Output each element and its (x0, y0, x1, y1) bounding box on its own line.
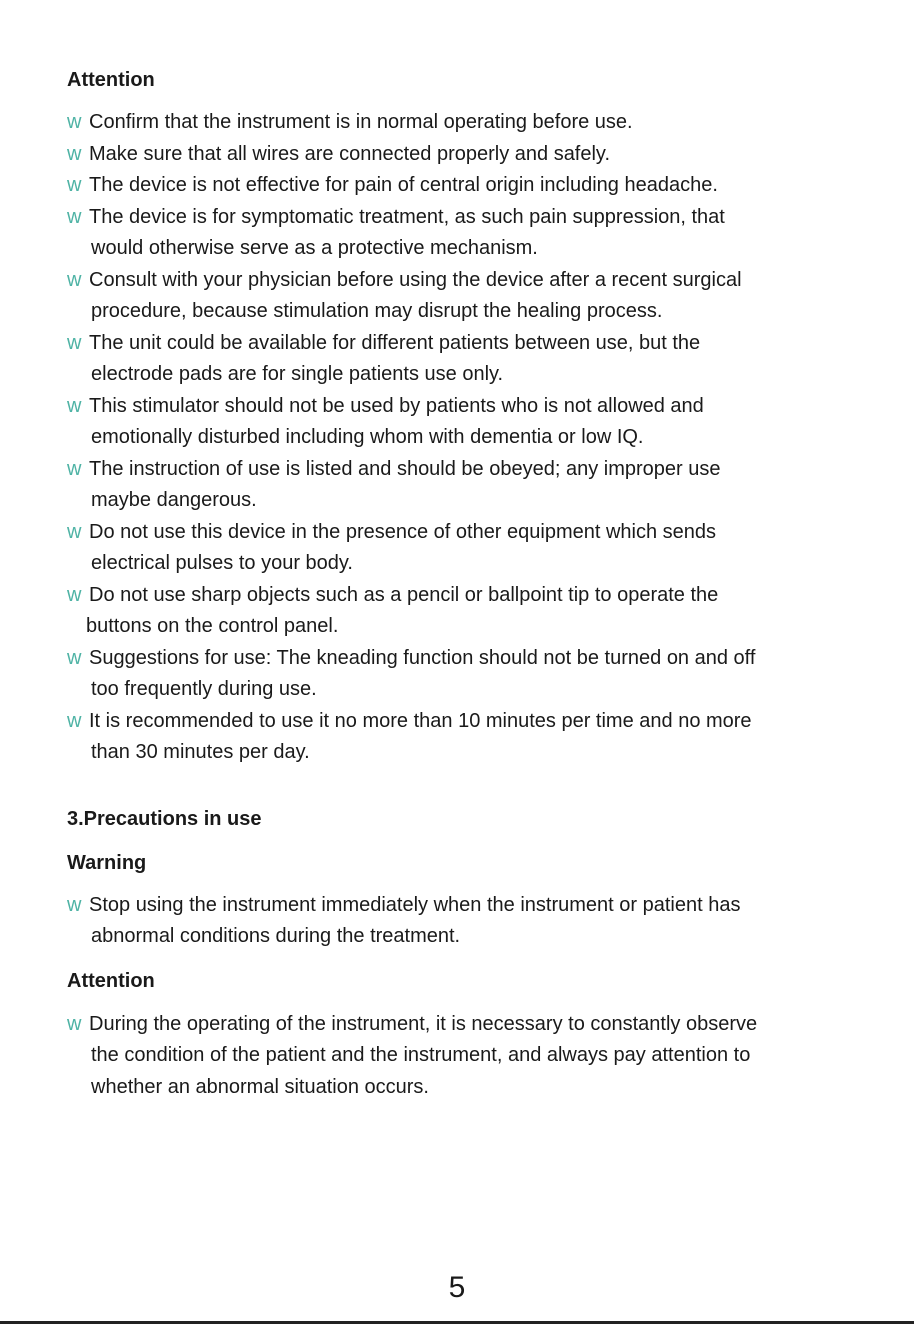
bullet-marker: w (67, 205, 82, 228)
attention-text-line: This stimulator should not be used by patients who is not allowed and (89, 394, 704, 417)
bullet-marker: w (67, 1012, 82, 1035)
attention-text-line: procedure, because stimulation may disrupt the healing process. (91, 300, 663, 322)
attention-text-line: buttons on the control panel. (86, 615, 339, 637)
section-title: 3.Precautions in use (67, 807, 262, 830)
bullet-marker: w (67, 111, 82, 133)
attention-text-line: electrical pulses to your body. (91, 552, 353, 574)
attention-2-text-line: the condition of the patient and the instrument, and always pay attention to (91, 1044, 751, 1066)
attention-text-line: would otherwise serve as a protective mechanism. (91, 237, 538, 259)
attention-2-text-line: During the operating of the instrument, it is necessary to constantly observe (89, 1012, 758, 1035)
warning-list (67, 890, 867, 953)
attention-text-line: Confirm that the instrument is in normal operating before use. (89, 111, 633, 133)
bullet-marker: w (67, 331, 82, 354)
attention-heading: Attention (67, 69, 155, 91)
attention-item (67, 454, 867, 517)
attention-2-text-line: whether an abnormal situation occurs. (91, 1075, 429, 1098)
bullet-marker: w (67, 583, 82, 606)
attention-item (67, 265, 867, 328)
bullet-marker: w (67, 268, 82, 291)
attention-text-line: Do not use sharp objects such as a pencil or ballpoint tip to operate the (89, 583, 719, 606)
attention-item (67, 517, 867, 580)
attention-text-line: Suggestions for use: The kneading function should not be turned on and off (89, 646, 756, 669)
bullet-marker: w (67, 457, 82, 480)
attention-item (67, 170, 867, 202)
attention-item (67, 107, 867, 139)
attention-item (67, 643, 867, 706)
attention-text-line: Consult with your physician before using the device after a recent surgical (89, 268, 742, 291)
attention-text-line: than 30 minutes per day. (91, 741, 310, 763)
warning-heading: Warning (67, 851, 147, 874)
attention-text-line: maybe dangerous. (91, 489, 257, 511)
attention-text-line: Make sure that all wires are connected properly and safely. (89, 142, 611, 165)
attention-list-2 (67, 1009, 867, 1104)
attention-text-line: It is recommended to use it no more than 10 minutes per time and no more (89, 709, 752, 732)
warning-text-line: abnormal conditions during the treatment. (91, 925, 461, 947)
manual-page (67, 66, 867, 1103)
attention-text-line: The instruction of use is listed and should be obeyed; any improper use (89, 457, 721, 480)
attention-list (67, 107, 867, 769)
bullet-marker: w (67, 174, 82, 196)
page-number: 5 (448, 1271, 466, 1304)
attention-text-line: too frequently during use. (91, 678, 317, 700)
warning-text-line: Stop using the instrument immediately when the instrument or patient has (89, 893, 741, 916)
attention-item (67, 580, 867, 643)
attention-item (67, 202, 867, 265)
bullet-marker: w (67, 142, 82, 165)
attention-heading-2: Attention (67, 969, 155, 992)
attention-item (67, 706, 867, 769)
warning-item (67, 890, 867, 953)
attention-text-line: electrode pads are for single patients use only. (91, 363, 504, 385)
bullet-marker: w (67, 520, 82, 543)
attention-2-item (67, 1009, 867, 1104)
attention-text-line: The device is not effective for pain of central origin including headache. (89, 174, 718, 196)
bullet-marker: w (67, 394, 82, 417)
bullet-marker: w (67, 893, 82, 916)
attention-item (67, 328, 867, 391)
attention-item (67, 391, 867, 454)
attention-text-line: The device is for symptomatic treatment, as such pain suppression, that (89, 205, 725, 228)
bullet-marker: w (67, 646, 82, 669)
attention-text-line: emotionally disturbed including whom with dementia or low IQ. (91, 426, 644, 448)
attention-text-line: The unit could be available for different patients between use, but the (89, 331, 701, 354)
attention-text-line: Do not use this device in the presence of other equipment which sends (89, 520, 717, 543)
bullet-marker: w (67, 709, 82, 732)
attention-item (67, 139, 867, 171)
